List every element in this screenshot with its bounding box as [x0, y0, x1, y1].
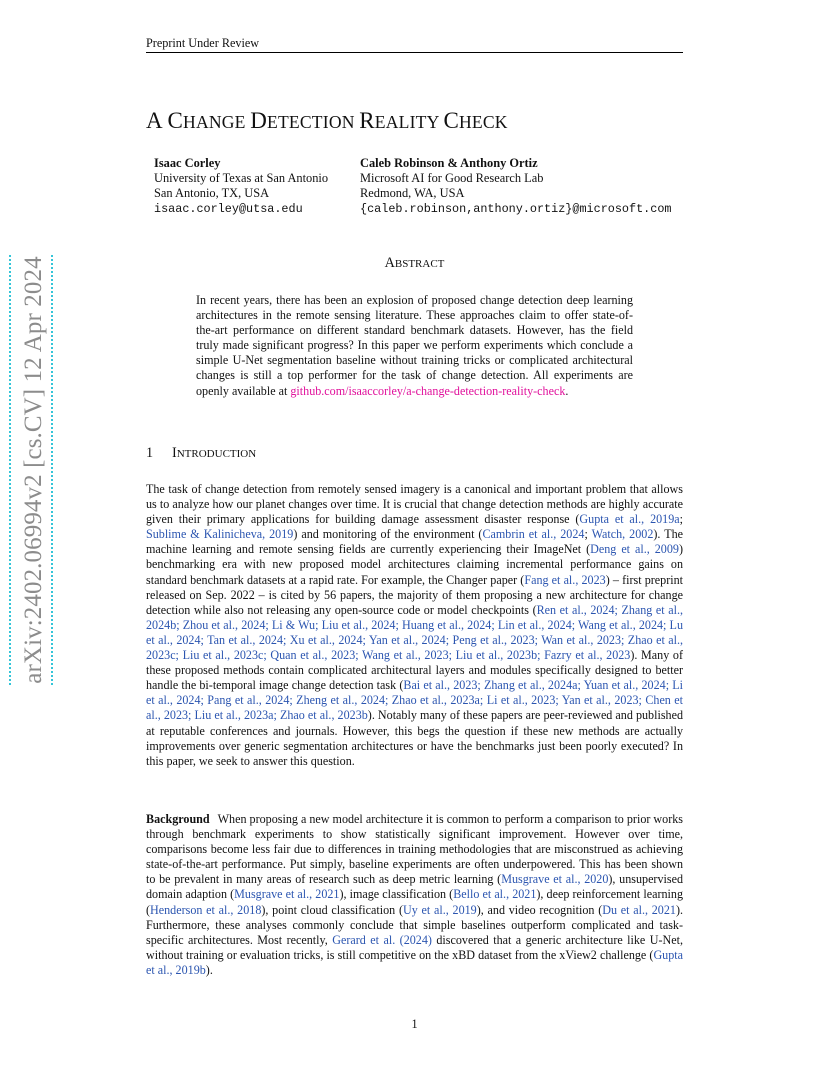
- citation-link[interactable]: Musgrave et al., 2021: [234, 887, 340, 902]
- author-block-1: [154, 156, 328, 217]
- abstract-body: In recent years, there has been an explosion of proposed change detection deep learning architectures in the remote sensing literature. These approaches claim to offer state-of-the-art performance on different standard benchmark datasets. However, has the field truly made significant progress? In this paper we perform experiments which conclude a simple U-Net segmentation baseline without training tricks or complicated architectural changes is still a top performer for the task of change detection. All experiments are openly available at github.com/isaaccorley/a-change-detection-reality-check.: [196, 293, 633, 398]
- header-rule: [146, 52, 683, 53]
- citation-link[interactable]: Gupta et al., 2019b: [146, 947, 683, 977]
- paragraph-heading: Background: [146, 812, 210, 826]
- citation-link[interactable]: Du et al., 2021: [602, 902, 676, 917]
- running-header: [146, 36, 683, 53]
- author-email[interactable]: {caleb.robinson,anthony.ortiz}@microsoft.com: [360, 201, 672, 216]
- citation-link[interactable]: Henderson et al., 2018: [150, 902, 262, 917]
- citation-link[interactable]: Cambrin et al., 2024: [482, 527, 585, 542]
- intro-paragraph: The task of change detection from remotely sensed imagery is a canonical and important problem that allows us to analyze how our planet changes over time. It is crucial that change detection methods are highly accurate given their primary applications for building damage assessment disaster response (Gupta et al., 2019a; Sublime & Kalinicheva, 2019) and monitoring of the environment (Cambrin et al., 2024; Watch, 2002). The machine learning and remote sensing fields are currently experiencing their ImageNet (Deng et al., 2009) benchmarking era with new proposed model architectures claiming incremental performance gains on standard benchmark datasets at a rapid rate. For example, the Changer paper (Fang et al., 2023) – first preprint released on Sep. 2022 – is cited by 56 papers, the majority of them proposing a new architecture for change detection while also not releasing any open-source code or model checkpoints (Ren et al., 2024; Zhang et al., 2024b; Zhou et al., 2024; Li & Wu; Liu et al., 2024; Huang et al., 2024; Lin et al., 2024; Wang et al., 2024; Lu et al., 2024; Tan et al., 2024; Xu et al., 2024; Yan et al., 2024; Peng et al., 2023; Wan et al., 2023; Zhao et al., 2023c; Liu et al., 2023c; Quan et al., 2023; Wang et al., 2023; Liu et al., 2023b; Fazry et al., 2023). Many of these proposed methods contain complicated architectural layers and modules specifically designed to better handle the bi-temporal image change detection task (Bai et al., 2023; Zhang et al., 2024a; Yuan et al., 2024; Li et al., 2024; Pang et al., 2024; Zheng et al., 2024; Zhao et al., 2023a; Li et al., 2023; Yan et al., 2023; Chen et al., 2023; Liu et al., 2023a; Zhao et al., 2023b). Notably many of these papers are peer-reviewed and published at reputable conferences and journals. However, this begs the question if these new methods are actually improvements over generic segmentation architectures or have the benchmarks just been poorly executed? In this paper, we seek to answer this question.: [146, 482, 683, 768]
- page-number: 1: [411, 1017, 418, 1031]
- citation-link[interactable]: Watch, 2002: [591, 527, 654, 542]
- citation-link[interactable]: Uy et al., 2019: [403, 902, 477, 917]
- author-email[interactable]: isaac.corley@utsa.edu: [154, 201, 303, 216]
- section-heading-introduction: 1 INTRODUCTION: [146, 445, 257, 461]
- citation-link[interactable]: Fang et al., 2023: [524, 572, 606, 587]
- running-head-text: Preprint Under Review: [146, 36, 260, 50]
- author-location: San Antonio, TX, USA: [154, 186, 270, 201]
- citation-link[interactable]: Gupta et al., 2019a: [579, 512, 680, 527]
- abstract-heading: ABSTRACT: [384, 255, 445, 271]
- citation-list-link[interactable]: Bai et al., 2023; Zhang et al., 2024a; Yuan et al., 2024; Li et al., 2024; Pang et al., 2024; Zheng et al., 2024; Zhao et al., 2023a; Li et al., 2023; Yan et al., 2023; Chen et al., 2023; Liu et al., 2023a; Zhao et al., 2023b: [146, 678, 683, 723]
- author-affiliation: Microsoft AI for Good Research Lab: [360, 171, 544, 186]
- citation-link[interactable]: Gerard et al. (2024): [332, 932, 432, 947]
- paper-title: A CHANGE DETECTION REALITY CHECK: [146, 108, 508, 133]
- citation-list-link[interactable]: Ren et al., 2024; Zhang et al., 2024b; Zhou et al., 2024; Li & Wu; Liu et al., 2024; Huang et al., 2024; Lin et al., 2024; Wang et al., 2024; Lu et al., 2024; Tan et al., 2024; Xu et al., 2024; Yan et al., 2024; Peng et al., 2023; Wan et al., 2023; Zhao et al., 2023c; Liu et al., 2023c; Quan et al., 2023; Wang et al., 2023; Liu et al., 2023b; Fazry et al., 2023: [146, 602, 683, 663]
- repo-link[interactable]: github.com/isaaccorley/a-change-detection-reality-check: [290, 383, 566, 398]
- author-affiliation: University of Texas at San Antonio: [154, 171, 329, 186]
- citation-link[interactable]: Musgrave et al., 2020: [501, 872, 609, 887]
- background-paragraph: Background When proposing a new model architecture it is common to perform a comparison to prior works through benchmark experiments to show statistically significant improvement. However over time, comparisons become less fair due to differences in training methodologies that are misconstrued as achieving state-of-the-art performance. Put simply, baseline experiments are often underpowered. This has been shown to be prevalent in many areas of research such as deep metric learning (Musgrave et al., 2020), unsupervised domain adaption (Musgrave et al., 2021), image classification (Bello et al., 2021), deep reinforcement learning (Henderson et al., 2018), point cloud classification (Uy et al., 2019), and video recognition (Du et al., 2021). Furthermore, these analyses commonly conclude that simple baselines outperform complicated and task-specific architectures. Most recently, Gerard et al. (2024) discovered that a generic architecture like U-Net, without training or evaluation tricks, is still competitive on the xBD dataset from the xView2 challenge (Gupta et al., 2019b).: [146, 812, 684, 977]
- author-name: Isaac Corley: [154, 156, 221, 170]
- citation-link[interactable]: Sublime & Kalinicheva, 2019: [146, 527, 294, 542]
- citation-link[interactable]: Deng et al., 2009: [590, 542, 679, 557]
- author-block-2: [360, 156, 672, 217]
- citation-link[interactable]: Bello et al., 2021: [453, 887, 537, 902]
- author-name: Caleb Robinson & Anthony Ortiz: [360, 156, 538, 170]
- arxiv-stamp[interactable]: arXiv:2402.06994v2 [cs.CV] 12 Apr 2024: [20, 256, 47, 684]
- author-location: Redmond, WA, USA: [360, 186, 465, 201]
- abstract-text: In recent years, there has been an explosion of proposed change detection deep learning architectures in the remote sensing literature. These approaches claim to offer state-of-the-art performance on different standard benchmark datasets. However, has the field truly made significant progress? In this paper we perform experiments which conclude a simple U-Net segmentation baseline without training tricks or complicated architectural changes is still a top performer for the task of change detection. All experiments are openly available at: [196, 293, 633, 398]
